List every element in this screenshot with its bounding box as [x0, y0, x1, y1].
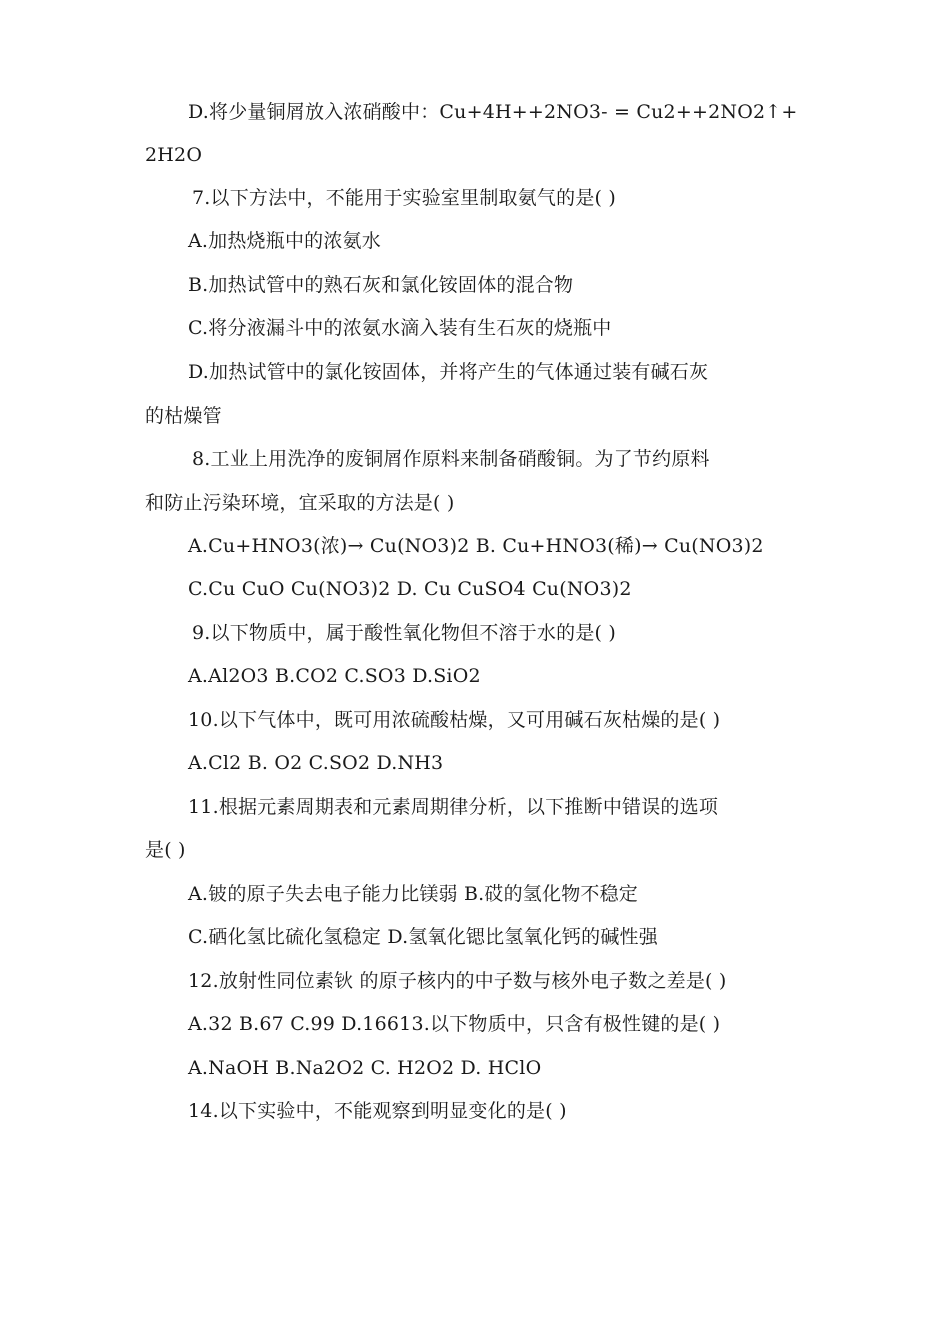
options-11ab: A.铍的原子失去电子能力比镁弱 B.砹的氢化物不稳定 — [188, 883, 639, 905]
question-8-continued: 和防止污染环境，宜采取的方法是( ) — [145, 492, 455, 514]
options-8ab: A.Cu+HNO3(浓)→ Cu(NO3)2 B. Cu+HNO3(稀)→ Cu(NO3)2 — [188, 535, 764, 557]
option-7d: D.加热试管中的氯化铵固体，并将产生的气体通过装有碱石灰 — [188, 361, 709, 383]
option-6d-continued: 2H2O — [145, 144, 203, 166]
options-12-question-13: A.32 B.67 C.99 D.16613.以下物质中，只含有极性键的是( ) — [188, 1013, 721, 1035]
option-6d: D.将少量铜屑放入浓硝酸中：Cu+4H++2NO3- = Cu2++2NO2↑+ — [188, 101, 798, 123]
question-9: 9.以下物质中，属于酸性氧化物但不溶于水的是( ) — [192, 622, 616, 644]
options-11cd: C.硒化氢比硫化氢稳定 D.氢氧化锶比氢氧化钙的碱性强 — [188, 926, 658, 948]
options-8cd: C.Cu CuO Cu(NO3)2 D. Cu CuSO4 Cu(NO3)2 — [188, 578, 632, 600]
options-9: A.Al2O3 B.CO2 C.SO3 D.SiO2 — [188, 665, 481, 687]
question-11-continued: 是( ) — [145, 839, 186, 861]
question-11: 11.根据元素周期表和元素周期律分析，以下推断中错误的选项 — [188, 796, 719, 818]
options-13: A.NaOH B.Na2O2 C. H2O2 D. HClO — [188, 1057, 542, 1079]
option-7d-continued: 的枯燥管 — [145, 405, 222, 427]
question-12: 12.放射性同位素钬 的原子核内的中子数与核外电子数之差是( ) — [188, 970, 727, 992]
option-7b: B.加热试管中的熟石灰和氯化铵固体的混合物 — [188, 274, 574, 296]
question-7: 7.以下方法中，不能用于实验室里制取氨气的是( ) — [192, 187, 616, 209]
option-7c: C.将分液漏斗中的浓氨水滴入装有生石灰的烧瓶中 — [188, 317, 612, 339]
option-7a: A.加热烧瓶中的浓氨水 — [188, 230, 381, 252]
question-14: 14.以下实验中，不能观察到明显变化的是( ) — [188, 1100, 567, 1122]
options-10: A.Cl2 B. O2 C.SO2 D.NH3 — [188, 752, 444, 774]
question-8: 8.工业上用洗净的废铜屑作原料来制备硝酸铜。为了节约原料 — [192, 448, 710, 470]
question-10: 10.以下气体中，既可用浓硫酸枯燥，又可用碱石灰枯燥的是( ) — [188, 709, 721, 731]
